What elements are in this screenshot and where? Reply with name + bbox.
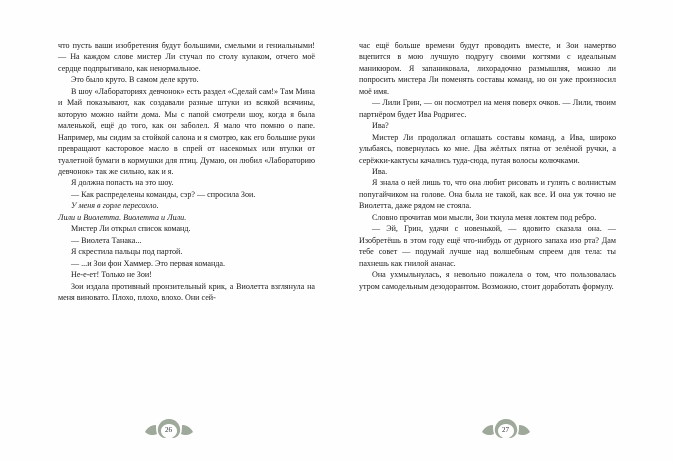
left-page-footer [0,416,337,442]
paragraph: У меня в горле пересохло. [71,201,159,211]
paragraph: Я должна попасть на это шоу. [71,178,174,188]
leaf-ornament-icon [142,416,196,442]
paragraph: Ива? [372,121,389,131]
paragraph: Я знала о ней лишь то, что она любит рисовать и гулять с волнистым попугайчиком на голове. Она была не такой, как все. И она уж точно не Виолетта, даже рядом не стояла. [359,178,616,211]
paragraph: Не-е-ет! Только не Зои! [71,270,152,280]
paragraph: — ...и Зои фон Хаммер. Это первая команда. [71,258,226,268]
page-number: 27 [502,426,509,434]
right-page-footer [337,416,674,442]
paragraph: Мистер Ли открыл список команд. [71,224,191,234]
left-page-text-column [58,40,315,303]
paragraph: Она ухмыльнулась, я невольно пожалела о том, что пользовалась утром самодельным дезодорантом. Возможно, стоит доработать формулу. [359,270,616,291]
paragraph: — Как распределены команды, сэр? — спросила Зои. [71,189,256,199]
right-page-text-column [359,40,616,292]
paragraph: час ещё больше времени будут проводить вместе, и Зои намертво вцепится в мою лучшую подругу своими когтями с идеальным маникюром. Я запаниковала, лихорадочно размышляя, можно ли попросить мистера Ли поменять составы команд, но он уже произносил моё имя. [359,41,616,96]
paragraph: Это было круто. В самом деле круто. [71,75,199,85]
paragraph: Я скрестила пальцы под партой. [71,247,183,257]
paragraph: Мистер Ли продолжал оглашать составы команд, а Ива, широко улыбаясь, повернулась ко мне. Два жёлтых пятна от зелёной ручки, а серёжки-кактусы качались туда-сюда, путая волосы колючками. [359,132,616,165]
leaf-ornament-icon [479,416,533,442]
paragraph: Зои издала противный пронзительный крик, а Виолетта взглянула на меня виновато. Плохо, плохо, влохо. Они сей- [58,281,315,302]
page-number: 26 [165,426,172,434]
right-page [337,0,674,462]
paragraph: — Лили Грин, — он посмотрел на меня поверх очков. — Лили, твоим партнёром будет Ива Родригес. [359,98,616,119]
paragraph: Лили и Виолетта. Виолетта и Лили. [58,212,187,222]
paragraph: — Виолета Танака... [71,235,142,245]
paragraph: Словно прочитав мои мысли, Зои ткнула меня локтем под ребро. [372,212,597,222]
paragraph: В шоу «Лабораториях девчонок» есть раздел «Сделай сам!» Там Мина и Май показывают, как создавали разные штуки из всякой всячины, которую можно найти дома. Мы с папой смотрели шоу, когда я была маленькой, ещё до того, как он заболел. Я мало что помню о папе. Например, мы сидим за стойкой салона и я смотрю, как его большие руки превращают касторовое масло в спрей от насекомых или втулки от туалетной бумаги в кормушки для птиц. Думаю, он любил «Лабораторию девчонок» так же сильно, как и я. [58,86,315,176]
paragraph: что пусть ваши изобретения будут большими, смелыми и гениальными! — На каждом слове мистер Ли стучал по столу кулаком, отчего моё сердце подпрыгивало, как ненормальное. [58,41,315,73]
paragraph: — Эй, Грин, удачи с новенькой, — ядовито сказала она. — Изобретёшь в этом году ещё что-нибудь от дурного запаха изо рта? Дам тебе совет — подумай лучше над волшебным спреем для тела: ты пахнешь как гнилой ананас. [359,224,616,268]
paragraph: Ива. [372,166,388,176]
